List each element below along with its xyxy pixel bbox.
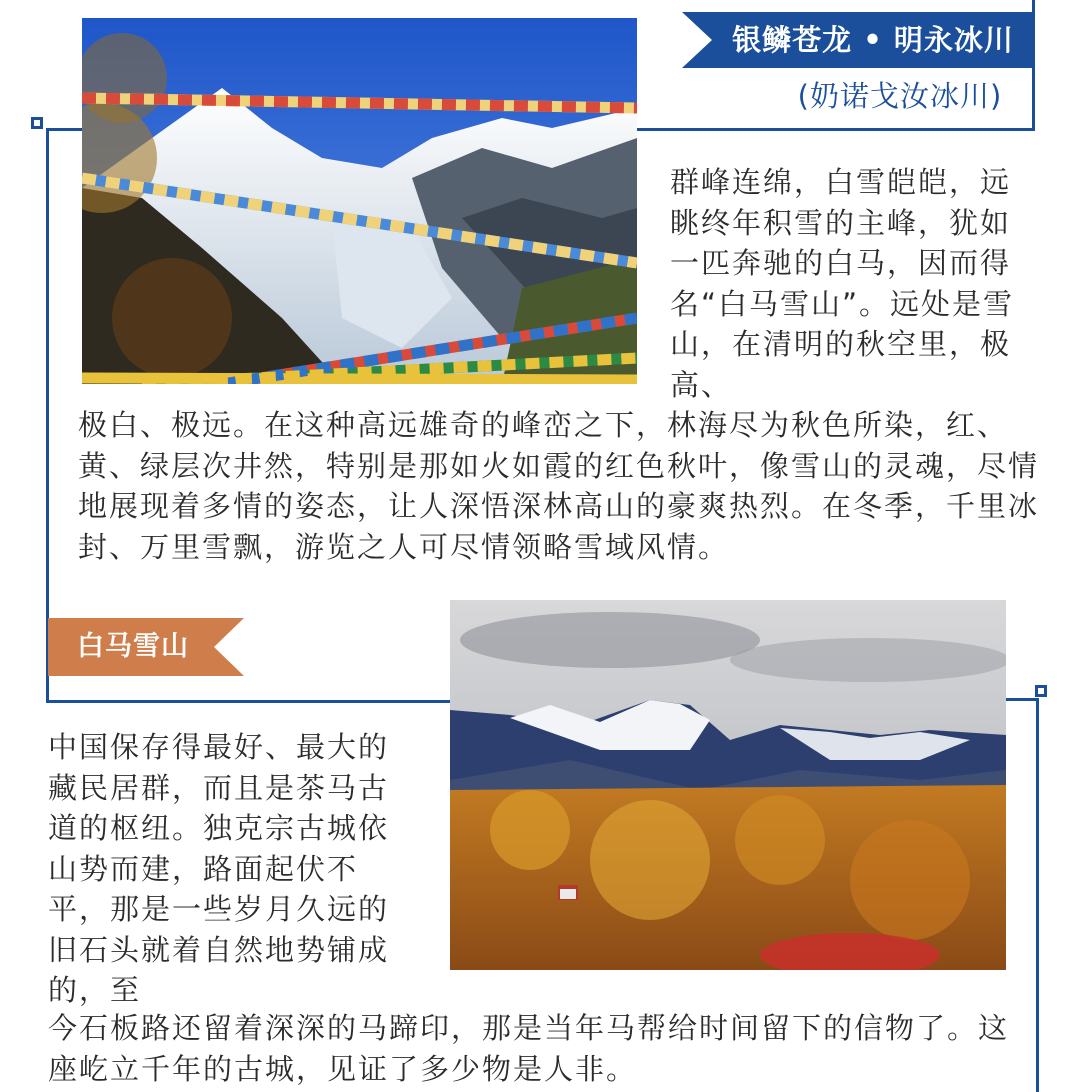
paragraph-2b: 今石板路还留着深深的马蹄印，那是当年马帮给时间留下的信物了。这座屹立千年的古城，见证了多少物是人非。 (48, 1011, 1010, 1086)
section-label-tag (48, 618, 244, 676)
frame-line-top-horizontal (46, 128, 82, 131)
frame-line-right-vertical-top (1032, 0, 1035, 131)
frame-line-top-right (636, 128, 1034, 131)
frame-line-left-vertical (46, 128, 49, 702)
paragraph-1a: 群峰连绵，白雪皑皑，远眺终年积雪的主峰，犹如一匹奔驰的白马，因而得名“白马雪山”。远处是雪山，在清明的秋空里，极高、 (670, 165, 1015, 402)
snow-mountain-photo (450, 600, 1006, 970)
frame-line-right-mid (1004, 698, 1038, 701)
paragraph-2a: 中国保存得最好、最大的藏民居群，而且是茶马古道的枢纽。独克宗古城依山势而建，路面起伏不平，那是一些岁月久远的旧石头就着自然地势铺成的，至 (48, 730, 390, 1007)
section-subtitle: (奶诺戈汝冰川) (797, 79, 1003, 113)
frame-line-right-vertical-bottom (1036, 698, 1039, 1092)
frame-line-bottom-left (46, 700, 450, 703)
frame-corner-square-top (31, 117, 43, 129)
section-label: 白马雪山 (77, 631, 189, 662)
paragraph-1b: 极白、极远。在这种高远雄奇的峰峦之下，林海尽为秋色所染，红、黄、绿层次井然，特别是那如火如霞的红色秋叶，像雪山的灵魂，尽情地展现着多情的姿态，让人深悟深林高山的豪爽热烈。在冬季，千里冰封、万里雪飘，游览之人可尽情领略雪域风情。 (78, 408, 1040, 564)
title-banner (682, 12, 1032, 68)
section-title: 银鳞苍龙 • 明永冰川 (732, 23, 1014, 57)
glacier-photo (82, 18, 637, 384)
frame-corner-square-right (1035, 685, 1047, 697)
